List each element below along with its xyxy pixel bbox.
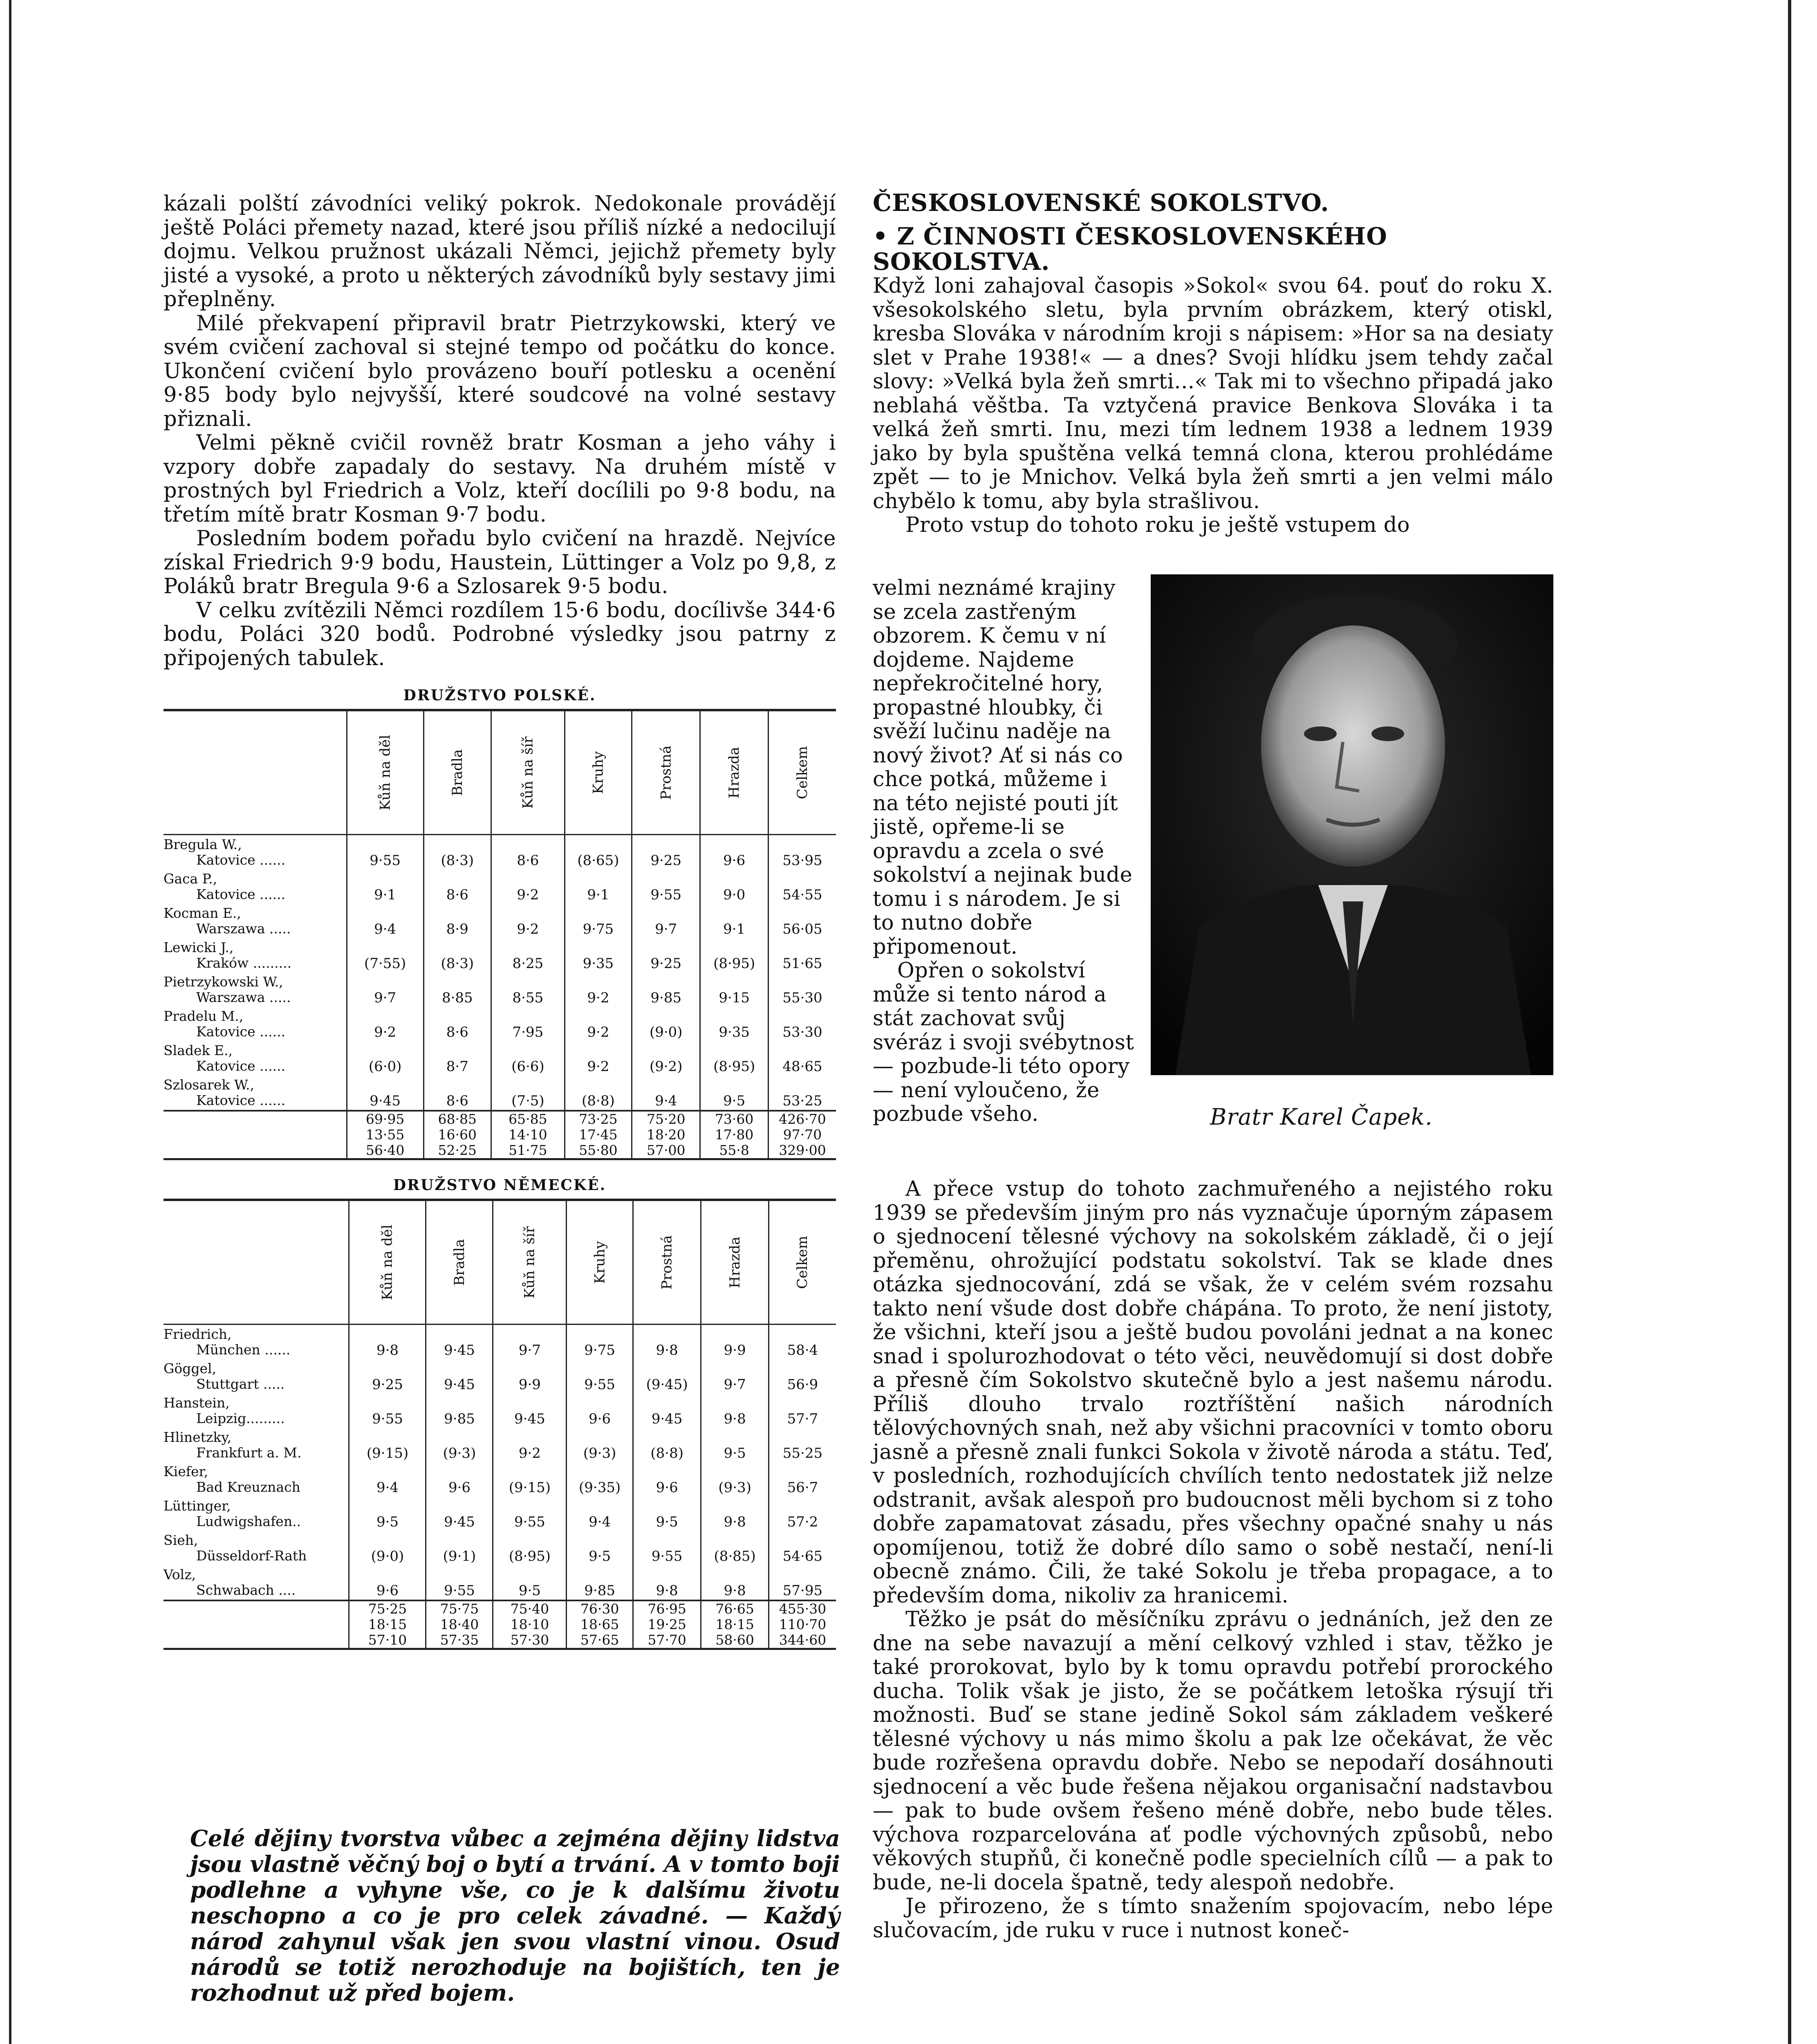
competitor-name: Hlinetzky, Frankfurt a. M. xyxy=(164,1429,302,1461)
competitor-name: Gaca P., Katovice ...... xyxy=(164,871,286,902)
score-cell: (9·0) xyxy=(349,1531,426,1565)
score-cell: 56·05 xyxy=(768,904,836,938)
score-cell: 8·6 xyxy=(491,835,565,870)
score-cell: 8·6 xyxy=(423,1076,491,1111)
total-cell: 75·75 xyxy=(426,1600,493,1617)
body-paragraph: Opřen o sokolství může si tento národ a stát zachovat svůj svéráz i svoji svébytnost — pozbude-li této opory — není vyloučeno, že pozbude všeho. xyxy=(873,959,1134,1126)
score-cell: 9·25 xyxy=(632,835,700,870)
score-cell: (9·1) xyxy=(426,1531,493,1565)
table-header: Kůň na děl xyxy=(347,710,423,835)
score-cell: 9·55 xyxy=(633,1531,701,1565)
portrait-photo xyxy=(1151,574,1553,1075)
total-cell: 56·40 xyxy=(347,1143,423,1159)
score-cell: (8·95) xyxy=(493,1531,567,1565)
score-cell: 9·8 xyxy=(701,1497,769,1531)
total-cell: 57·00 xyxy=(632,1143,700,1159)
total-cell: 75·25 xyxy=(349,1600,426,1617)
score-cell: 9·8 xyxy=(633,1565,701,1600)
article-heading: • Z ČINNOSTI ČESKOSLOVENSKÉHO SOKOLSTVA. xyxy=(873,222,1387,276)
score-cell: 9·8 xyxy=(701,1565,769,1600)
score-cell: 9·55 xyxy=(632,870,700,904)
total-cell: 18·20 xyxy=(632,1127,700,1143)
table-header: Kruhy xyxy=(565,710,632,835)
body-paragraph: velmi neznámé krajiny se zcela zastřeným obzorem. K čemu v ní dojdeme. Najdeme nepřekročitelné hory, propastné hloubky, či svěží lučinu naděje na nový život? Ať si nás co chce potká, můžeme i na této nejisté pouti jít jistě, opřeme-li se opravdu a zcela o své sokolství a nejinak bude tomu i s národem. Je si to nutno dobře připomenout. xyxy=(873,576,1133,959)
table-header: Bradla xyxy=(426,1200,493,1325)
score-cell: 56·7 xyxy=(768,1462,836,1497)
score-cell: 9·25 xyxy=(349,1359,426,1394)
score-cell: (8·85) xyxy=(701,1531,769,1565)
score-cell: 7·95 xyxy=(491,1007,565,1041)
totals-row xyxy=(164,1632,836,1649)
total-cell: 69·95 xyxy=(347,1111,423,1127)
score-cell: 9·85 xyxy=(567,1565,633,1600)
total-cell: 75·20 xyxy=(632,1111,700,1127)
score-cell: 9·0 xyxy=(700,870,768,904)
score-cell: 9·9 xyxy=(701,1325,769,1360)
score-cell: 56·9 xyxy=(768,1359,836,1394)
total-cell: 73·60 xyxy=(700,1111,768,1127)
table-row xyxy=(164,1359,836,1394)
total-cell: 97·70 xyxy=(768,1127,836,1143)
competitor-name: Göggel, Stuttgart ..... xyxy=(164,1360,285,1392)
score-cell: 9·1 xyxy=(565,870,632,904)
score-cell: (9·3) xyxy=(701,1462,769,1497)
total-cell: 68·85 xyxy=(423,1111,491,1127)
body-paragraph: Proto vstup do tohoto roku je ještě vstupem do xyxy=(905,513,1410,537)
competitor-name: Friedrich, München ...... xyxy=(164,1326,291,1358)
total-cell: 76·95 xyxy=(633,1600,701,1617)
score-cell: 9·45 xyxy=(633,1394,701,1428)
score-cell: (9·45) xyxy=(633,1359,701,1394)
score-cell: 9·45 xyxy=(426,1325,493,1360)
score-cell: (8·3) xyxy=(423,835,491,870)
body-paragraph: Velmi pěkně cvičil rovněž bratr Kosman a jeho váhy i vzpory dobře zapadaly do sestavy. Na druhém místě v prostných byl Friedrich a Volz, kteří docílili po 9·8 bodu, na třetím mítě bratr Kosman 9·7 bodu. xyxy=(164,431,836,527)
table-row xyxy=(164,1325,836,1360)
total-cell: 57·35 xyxy=(426,1632,493,1649)
score-cell: 8·25 xyxy=(491,938,565,973)
score-cell: 9·2 xyxy=(565,1007,632,1041)
table-row xyxy=(164,1462,836,1497)
score-cell: 9·25 xyxy=(632,938,700,973)
score-cell: 9·6 xyxy=(700,835,768,870)
score-cell: 8·55 xyxy=(491,973,565,1007)
table-row xyxy=(164,1497,836,1531)
table-header: Kůň na šíř xyxy=(493,1200,567,1325)
total-cell: 73·25 xyxy=(565,1111,632,1127)
totals-row xyxy=(164,1111,836,1127)
total-cell: 18·40 xyxy=(426,1617,493,1632)
score-cell: 9·45 xyxy=(493,1394,567,1428)
totals-label xyxy=(164,1127,347,1143)
score-cell: 9·55 xyxy=(567,1359,633,1394)
total-cell: 76·65 xyxy=(701,1600,769,1617)
score-cell: 57·7 xyxy=(768,1394,836,1428)
table-row xyxy=(164,1076,836,1111)
score-cell: 8·6 xyxy=(423,1007,491,1041)
total-cell: 57·10 xyxy=(349,1632,426,1649)
score-cell: 8·85 xyxy=(423,973,491,1007)
totals-row xyxy=(164,1127,836,1143)
totals-label xyxy=(164,1617,349,1632)
score-cell: (9·35) xyxy=(567,1462,633,1497)
score-cell: 9·4 xyxy=(347,904,423,938)
score-cell: 53·25 xyxy=(768,1076,836,1111)
competitor-name: Kiefer, Bad Kreuznach xyxy=(164,1464,300,1495)
score-cell: 9·45 xyxy=(426,1497,493,1531)
score-cell: 9·1 xyxy=(700,904,768,938)
score-cell: 9·75 xyxy=(567,1325,633,1360)
totals-label xyxy=(164,1600,349,1617)
score-cell: 8·9 xyxy=(423,904,491,938)
score-cell: 53·95 xyxy=(768,835,836,870)
total-cell: 13·55 xyxy=(347,1127,423,1143)
table-header-row xyxy=(164,1200,836,1325)
competitor-name: Sieh, Düsseldorf-Rath xyxy=(164,1532,307,1564)
score-cell: 9·35 xyxy=(700,1007,768,1041)
total-cell: 58·60 xyxy=(701,1632,769,1649)
table-row xyxy=(164,1394,836,1428)
portrait-image xyxy=(1151,574,1553,1075)
table-row xyxy=(164,938,836,973)
score-cell: 9·55 xyxy=(493,1497,567,1531)
table-header-row xyxy=(164,710,836,835)
table-header: Hrazda xyxy=(701,1200,769,1325)
score-cell: 9·35 xyxy=(565,938,632,973)
table-header: Kůň na děl xyxy=(349,1200,426,1325)
body-paragraph: kázali polští závodníci veliký pokrok. Nedokonale provádějí ještě Poláci přemety nazad, které jsou příliš nízké a nedocilují dojmu. Velkou pružnost ukázali Němci, jejichž přemety byly jisté a vysoké, a proto u některých závodníků byly sestavy jimi přeplněny. xyxy=(164,192,836,312)
body-paragraph: Milé překvapení připravil bratr Pietrzykowski, který ve svém cvičení zachoval si stejné tempo od počátku do konce. Ukončení cvičení bylo provázeno bouří potlesku a ocenění 9·85 body bylo nejvyšší, které soudcové na volné sestavy přiznali. xyxy=(164,311,836,431)
score-cell: 9·7 xyxy=(701,1359,769,1394)
competitor-name: Pietrzykowski W., Warszawa ..... xyxy=(164,974,291,1005)
competitor-name: Lüttinger, Ludwigshafen.. xyxy=(164,1498,301,1529)
score-cell: 9·6 xyxy=(633,1462,701,1497)
table-header: Prostná xyxy=(633,1200,701,1325)
total-cell: 51·75 xyxy=(491,1143,565,1159)
score-cell: (9·2) xyxy=(632,1041,700,1076)
score-cell: (8·8) xyxy=(565,1076,632,1111)
table-row xyxy=(164,1565,836,1600)
score-cell: 9·9 xyxy=(493,1359,567,1394)
score-cell: (6·0) xyxy=(347,1041,423,1076)
score-cell: 9·45 xyxy=(426,1359,493,1394)
score-cell: 9·55 xyxy=(426,1565,493,1600)
total-cell: 455·30 xyxy=(768,1600,836,1617)
table-title-polish: DRUŽSTVO POLSKÉ. xyxy=(403,687,596,704)
score-cell: 9·4 xyxy=(349,1462,426,1497)
score-cell: 58·4 xyxy=(768,1325,836,1360)
table-row xyxy=(164,835,836,870)
score-cell: (8·95) xyxy=(700,938,768,973)
total-cell: 17·80 xyxy=(700,1127,768,1143)
score-cell: 9·5 xyxy=(493,1565,567,1600)
score-cell: 57·95 xyxy=(768,1565,836,1600)
score-cell: 9·7 xyxy=(347,973,423,1007)
score-cell: 9·6 xyxy=(349,1565,426,1600)
competitor-name: Volz, Schwabach .... xyxy=(164,1567,296,1598)
score-cell: 9·2 xyxy=(493,1428,567,1462)
score-cell: 9·5 xyxy=(701,1428,769,1462)
body-paragraph: A přece vstup do tohoto zachmuřeného a nejistého roku 1939 se především jiným pro nás vyznačuje úporným zápasem o sjednocení tělesné výchovy na sokolském základě, či o její přeměnu, ohrožující podstatu sokolství. Tak se klade dnes otázka sjednocování, zdá se však, že v celém svém rozsahu takto není všude dost dobře chápána. To proto, že není jistoty, že všichni, kteří jsou a ještě budou povoláni jednat a na konec snad i spolurozhodovat o této věci, neuvědomují si dost dobře a přesně čím Sokolstvo skutečně bylo a jest našemu národu. Příliš dlouho trvalo roztříštění našich národních tělovýchovných snah, než aby všichni pracovníci v tomto oboru jasně a přesně znali funkci Sokola v životě národa a státu. Teď, v posledních, rozhodujících chvílích tento nedostatek již nelze odstranit, avšak alespoň pro budoucnost měli bychom si z toho dobře zapamatovat zásadu, přes všechny opačné snahy u nás opomíjenou, totiž že dobré dílo samo o sobě nestačí, není-li obecně známo. Čili, že také Sokolu je třeba propagace, a to především doma, nikoliv za hranicemi. xyxy=(873,1177,1553,1608)
score-cell: 57·2 xyxy=(768,1497,836,1531)
competitor-name: Lewicki J., Kraków ......... xyxy=(164,939,292,971)
score-cell: 9·8 xyxy=(633,1325,701,1360)
total-cell: 18·15 xyxy=(349,1617,426,1632)
total-cell: 57·65 xyxy=(567,1632,633,1649)
score-cell: 9·5 xyxy=(349,1497,426,1531)
table-row xyxy=(164,1007,836,1041)
competitor-name: Pradelu M., Katovice ...... xyxy=(164,1008,286,1040)
score-cell: 8·6 xyxy=(423,870,491,904)
score-cell: 53·30 xyxy=(768,1007,836,1041)
table-row xyxy=(164,870,836,904)
total-cell: 18·10 xyxy=(493,1617,567,1632)
totals-row xyxy=(164,1600,836,1617)
total-cell: 65·85 xyxy=(491,1111,565,1127)
right-column xyxy=(873,190,1553,538)
score-cell: 9·55 xyxy=(347,835,423,870)
total-cell: 110·70 xyxy=(768,1617,836,1632)
table-title-german: DRUŽSTVO NĚMECKÉ. xyxy=(393,1177,607,1194)
score-cell: (8·8) xyxy=(633,1428,701,1462)
totals-label xyxy=(164,1632,349,1649)
competitor-name: Hanstein, Leipzig......... xyxy=(164,1395,285,1426)
score-cell: 9·7 xyxy=(632,904,700,938)
score-cell: 48·65 xyxy=(768,1041,836,1076)
total-cell: 329·00 xyxy=(768,1143,836,1159)
total-cell: 18·65 xyxy=(567,1617,633,1632)
table-header: Celkem xyxy=(768,710,836,835)
score-cell: (9·0) xyxy=(632,1007,700,1041)
totals-label xyxy=(164,1111,347,1127)
score-cell: 9·2 xyxy=(491,870,565,904)
motto-quote: Celé dějiny tvorstva vůbec a zejména dějiny lidstva jsou vlastně věčný boj o bytí a trvání. A v tomto boji podlehne a vyhyne vše, co je k dalšímu životu neschopno a co je pro celek závadné. — Každý národ zahynul však jen svou vlastní vinou. Osud národů se totiž nerozhoduje na bojištích, ten je rozhodnut už před bojem. xyxy=(190,1825,840,2006)
score-cell: 9·6 xyxy=(426,1462,493,1497)
body-paragraph: Když loni zahajoval časopis »Sokol« svou 64. pouť do roku X. všesokolského sletu, byla prvním obrázkem, který otiskl, kresba Slováka v národním kroji s nápisem: »Hor sa na desiaty slet v Prahe 1938!« — a dnes? Svoji hlídku jsem tehdy začal slovy: »Velká byla žeň smrti...« Tak mi to všechno připadá jako neblahá věštba. Ta vztyčená pravice Benkova Slováka i ta velká žeň smrti. Inu, mezi tím lednem 1938 a lednem 1939 jako by byla spuštěna velká temná clona, kterou prohlédáme zpět — to je Mnichov. Velká byla žeň smrti a jen velmi málo chybělo k tomu, aby byla strašlivou. xyxy=(873,274,1553,513)
score-cell: 9·55 xyxy=(349,1394,426,1428)
score-cell: 9·5 xyxy=(633,1497,701,1531)
table-header: Bradla xyxy=(423,710,491,835)
score-cell: 9·6 xyxy=(567,1394,633,1428)
photo-caption: Bratr Karel Čapek. xyxy=(1210,1104,1433,1130)
score-cell: 54·55 xyxy=(768,870,836,904)
body-paragraph: V celku zvítězili Němci rozdílem 15·6 bodu, docílivše 344·6 bodu, Poláci 320 bodů. Podrobné výsledky jsou patrny z připojených tabulek. xyxy=(164,598,836,670)
table-header: Celkem xyxy=(768,1200,836,1325)
table-row xyxy=(164,904,836,938)
table-row xyxy=(164,1428,836,1462)
table-header: Kůň na šíř xyxy=(491,710,565,835)
total-cell: 57·30 xyxy=(493,1632,567,1649)
total-cell: 52·25 xyxy=(423,1143,491,1159)
table-row xyxy=(164,1041,836,1076)
score-cell: 9·4 xyxy=(567,1497,633,1531)
score-cell: (9·3) xyxy=(426,1428,493,1462)
score-cell: 9·4 xyxy=(632,1076,700,1111)
text-beside-photo xyxy=(873,576,1134,1127)
table-row xyxy=(164,973,836,1007)
table-header-name xyxy=(164,1200,349,1325)
score-cell: 55·25 xyxy=(768,1428,836,1462)
competitor-name: Kocman E., Warszawa ..... xyxy=(164,905,291,937)
total-cell: 55·80 xyxy=(565,1143,632,1159)
score-cell: 9·85 xyxy=(632,973,700,1007)
score-cell: 9·8 xyxy=(349,1325,426,1360)
competitor-name: Szlosarek W., Katovice ...... xyxy=(164,1077,286,1108)
right-column-lower xyxy=(873,1177,1553,1943)
total-cell: 18·15 xyxy=(701,1617,769,1632)
score-cell: 9·5 xyxy=(567,1531,633,1565)
table-header: Kruhy xyxy=(567,1200,633,1325)
total-cell: 75·40 xyxy=(493,1600,567,1617)
score-cell: (9·3) xyxy=(567,1428,633,1462)
results-table-german xyxy=(164,1199,836,1650)
total-cell: 426·70 xyxy=(768,1111,836,1127)
score-cell: 9·2 xyxy=(565,973,632,1007)
total-cell: 17·45 xyxy=(565,1127,632,1143)
score-cell: (8·65) xyxy=(565,835,632,870)
total-cell: 16·60 xyxy=(423,1127,491,1143)
total-cell: 55·8 xyxy=(700,1143,768,1159)
competitor-name: Sladek E., Katovice ...... xyxy=(164,1042,286,1074)
score-cell: 55·30 xyxy=(768,973,836,1007)
totals-label xyxy=(164,1143,347,1159)
totals-row xyxy=(164,1617,836,1632)
score-cell: 9·2 xyxy=(347,1007,423,1041)
score-cell: 54·65 xyxy=(768,1531,836,1565)
total-cell: 76·30 xyxy=(567,1600,633,1617)
score-cell: 9·15 xyxy=(700,973,768,1007)
body-paragraph: Těžko je psát do měsíčníku zprávu o jednáních, jež den ze dne na sebe navazují a mění celkový vzhled i stav, těžko je také prorokovat, bylo by k tomu opravdu potřebí prorockého ducha. Tolik však je jisto, že se počátkem letoška rýsují tři možnosti. Buď se stane jedině Sokol sám základem veškeré tělesné výchovy u nás mimo školu a pak lze očekávat, že věc bude rozřešena opravdu dobře. Nebo se nepodaří dosáhnouti sjednocení a věc bude řešena nějakou organisační nadstavbou — pak to bude ovšem řešeno méně dobře, nebo bude těles. výchova rozparcelována ať podle výchovných způsobů, nebo věkových stupňů, či konečně podle specielních cílů — a pak to bude, ne-li docela špatně, tedy alespoň nedobře. xyxy=(873,1607,1553,1895)
table-header: Hrazda xyxy=(700,710,768,835)
score-cell: 9·8 xyxy=(701,1394,769,1428)
score-cell: 8·7 xyxy=(423,1041,491,1076)
total-cell: 344·60 xyxy=(768,1632,836,1649)
score-cell: 9·85 xyxy=(426,1394,493,1428)
score-cell: 9·1 xyxy=(347,870,423,904)
table-header-name xyxy=(164,710,347,835)
score-cell: (7·5) xyxy=(491,1076,565,1111)
body-paragraph: Je přirozeno, že s tímto snažením spojovacím, nebo lépe slučovacím, jde ruku v ruce i nutnost koneč- xyxy=(873,1894,1553,1943)
score-cell: 9·75 xyxy=(565,904,632,938)
total-cell: 14·10 xyxy=(491,1127,565,1143)
score-cell: (9·15) xyxy=(493,1462,567,1497)
total-cell: 19·25 xyxy=(633,1617,701,1632)
results-table-polish xyxy=(164,709,836,1160)
score-cell: (7·55) xyxy=(347,938,423,973)
score-cell: (6·6) xyxy=(491,1041,565,1076)
left-column xyxy=(164,192,836,1650)
score-cell: 9·2 xyxy=(565,1041,632,1076)
totals-row xyxy=(164,1143,836,1159)
total-cell: 57·70 xyxy=(633,1632,701,1649)
table-row xyxy=(164,1531,836,1565)
competitor-name: Bregula W., Katovice ...... xyxy=(164,836,286,868)
score-cell: (8·95) xyxy=(700,1041,768,1076)
score-cell: 9·45 xyxy=(347,1076,423,1111)
score-cell: 9·7 xyxy=(493,1325,567,1360)
score-cell: 51·65 xyxy=(768,938,836,973)
body-paragraph: Posledním bodem pořadu bylo cvičení na hrazdě. Nejvíce získal Friedrich 9·9 bodu, Haustein, Lüttinger a Volz po 9,8, z Poláků bratr Bregula 9·6 a Szlosarek 9·5 bodu. xyxy=(164,527,836,598)
score-cell: (8·3) xyxy=(423,938,491,973)
table-header: Prostná xyxy=(632,710,700,835)
score-cell: 9·2 xyxy=(491,904,565,938)
section-heading: ČESKOSLOVENSKÉ SOKOLSTVO. xyxy=(873,189,1329,217)
score-cell: (9·15) xyxy=(349,1428,426,1462)
score-cell: 9·5 xyxy=(700,1076,768,1111)
